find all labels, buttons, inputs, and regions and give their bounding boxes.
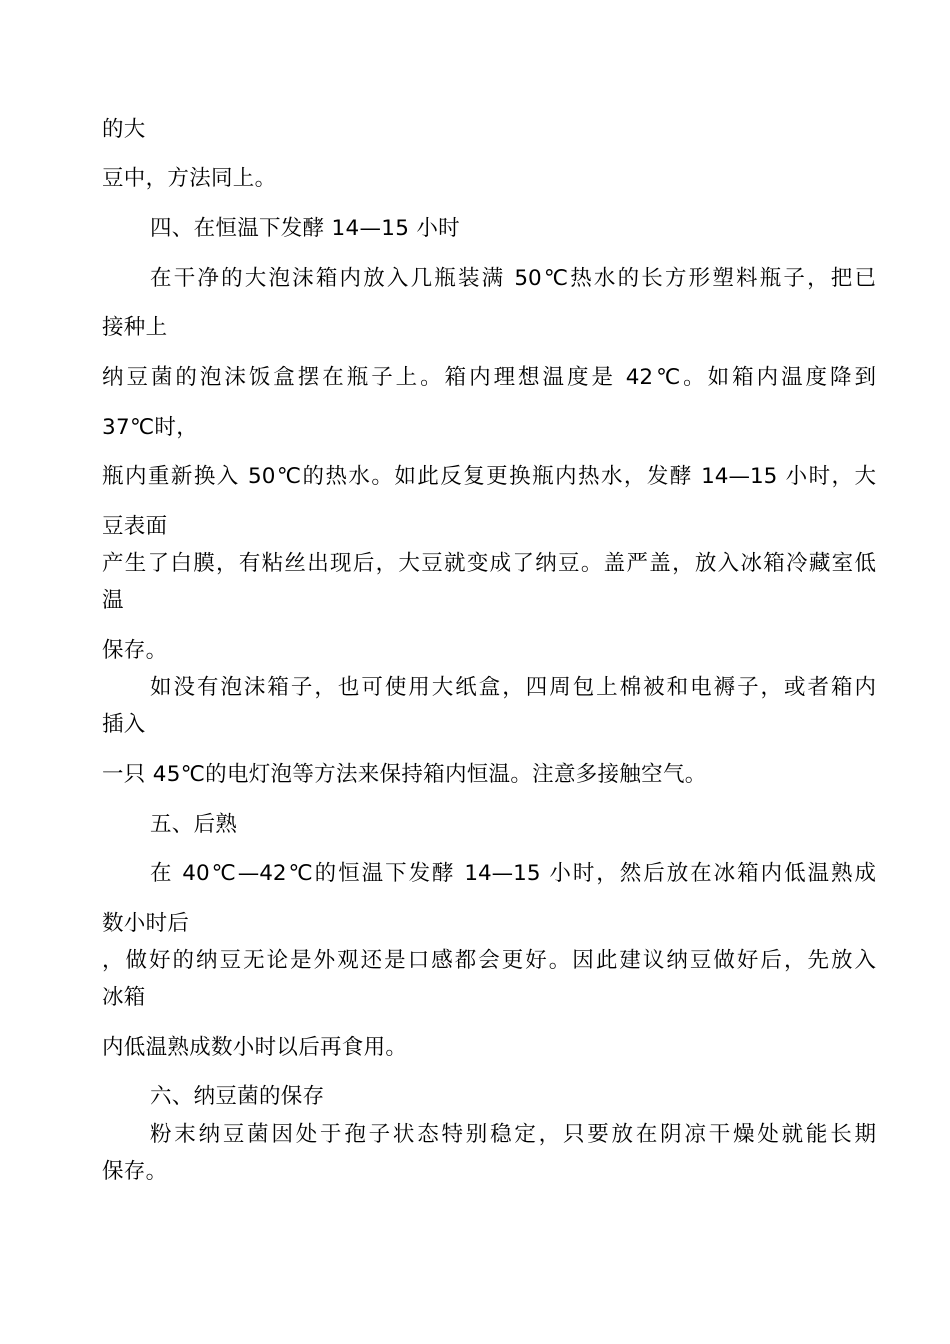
- text-line: 冰箱: [102, 985, 146, 1010]
- text-line: 在 40℃—42℃的恒温下发酵 14—15 小时，然后放在冰箱内低温熟成: [150, 861, 876, 886]
- text-line: 保存。: [102, 638, 168, 663]
- text-line: 产生了白膜，有粘丝出现后，大豆就变成了纳豆。盖严盖，放入冰箱冷藏室低: [102, 551, 876, 576]
- text-line: 温: [102, 588, 124, 613]
- section-heading: 四、在恒温下发酵 14—15 小时: [150, 216, 460, 241]
- text-line: 数小时后: [102, 911, 190, 936]
- text-line: 37℃时，: [102, 415, 199, 440]
- text-line: 在干净的大泡沫箱内放入几瓶装满 50℃热水的长方形塑料瓶子，把已: [150, 266, 876, 291]
- text-line: 保存。: [102, 1159, 168, 1184]
- text-line: 粉末纳豆菌因处于孢子状态特别稳定，只要放在阴凉干燥处就能长期: [150, 1122, 876, 1147]
- text-line: 纳豆菌的泡沫饭盒摆在瓶子上。箱内理想温度是 42℃。如箱内温度降到: [102, 365, 876, 390]
- section-heading: 五、后熟: [150, 812, 238, 837]
- text-line: 如没有泡沫箱子，也可使用大纸盒，四周包上棉被和电褥子，或者箱内: [150, 675, 876, 700]
- text-line: 内低温熟成数小时以后再食用。: [102, 1035, 408, 1060]
- text-line: 接种上: [102, 315, 168, 340]
- text-line: 的大: [102, 117, 146, 142]
- text-line: ，做好的纳豆无论是外观还是口感都会更好。因此建议纳豆做好后，先放入: [102, 948, 876, 973]
- text-line: 插入: [102, 712, 146, 737]
- text-line: 一只 45℃的电灯泡等方法来保持箱内恒温。注意多接触空气。: [102, 762, 707, 787]
- text-line: 瓶内重新换入 50℃的热水。如此反复更换瓶内热水，发酵 14—15 小时，大: [102, 464, 876, 489]
- text-line: 豆中，方法同上。: [102, 166, 277, 191]
- section-heading: 六、纳豆菌的保存: [150, 1084, 325, 1109]
- text-line: 豆表面: [102, 514, 168, 539]
